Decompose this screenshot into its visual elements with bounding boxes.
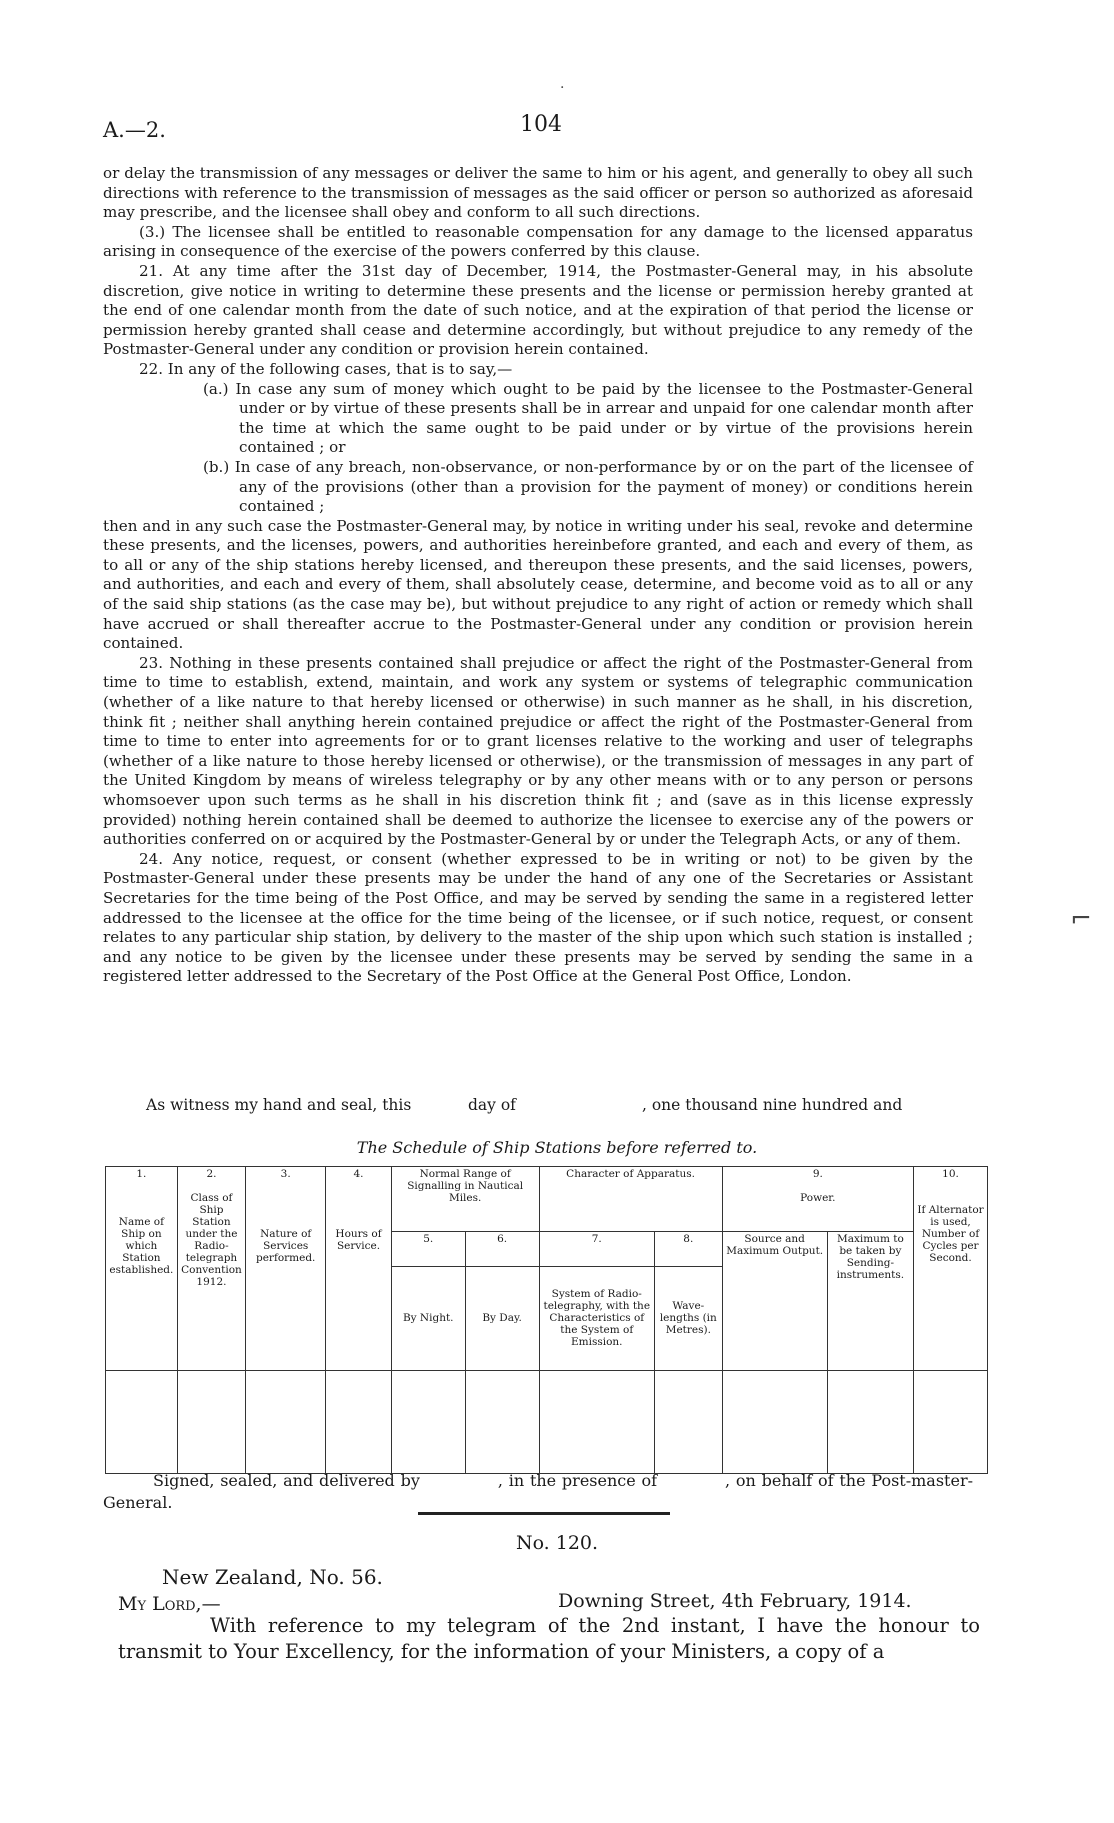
col9b-header: Maximum to be taken by Sending-instruments. xyxy=(827,1231,913,1370)
paragraph: 24. Any notice, request, or consent (whether expressed to be in writing or not) to be given by the Postmaster-General under these presents may be under the hand of any one of the Secretaries or Assistant Secretaries for the time being of the Post Office, and may be served by sending the same in a registered letter addressed to the licensee at the office for the time being of the licensee, or if such notice, request, or consent relates to any particular ship station, by delivery to the master of the ship upon which such station is installed ; and any notice to be given by the licensee under these presents may be served by sending the same in a registered letter addressed to the Secretary of the Post Office at the General Post Office, London. xyxy=(103,849,973,986)
witness-day: day of xyxy=(468,1096,516,1114)
witness-year: , one thousand nine hundred and xyxy=(642,1096,903,1114)
col4-header: 4. Hours of Service. xyxy=(326,1167,392,1371)
subclause: (a.) In case any sum of money which ought to be paid by the licensee to the Postmaster-General under or by virtue of these presents shall be in arrear and unpaid for one calendar month after the time at which the same ought to be paid under or by virtue of the provisions herein contained ; or xyxy=(203,379,973,457)
letter-number: No. 120. xyxy=(515,1532,599,1554)
paragraph: 23. Nothing in these presents contained shall prejudice or affect the right of the Postmaster-General from time to time to establish, extend, maintain, and work any system or systems of telegraphic communication (whether of a like nature to that hereby licensed or otherwise) in such manner as he shall, in his discretion, think fit ; neither shall anything herein contained prejudice or affect the right of the Postmaster-General from time to time to enter into agreements for or to grant licenses relative to the working and user of telegraphs (whether of a like nature to those hereby licensed or otherwise), or the transmission of messages in any part of the United Kingdom by means of wireless telegraphy or by any other means with or to any person or persons whomsoever upon such terms as he shall in his discretion think fit ; and (save as in this license expressly provided) nothing herein contained shall be deemed to authorize the licensee to exercise any of the powers or authorities conferred on or acquired by the Postmaster-General by or under the Telegraph Acts, or any of them. xyxy=(103,653,973,849)
col6-number: 6. xyxy=(465,1231,539,1266)
page-number: 104 xyxy=(520,112,562,137)
col5-number: 5. xyxy=(391,1231,465,1266)
col7-number: 7. xyxy=(539,1231,654,1266)
margin-mark: ⌐ xyxy=(1070,904,1092,934)
table-row xyxy=(106,1371,988,1474)
dateline: Downing Street, 4th February, 1914. xyxy=(558,1590,912,1612)
speck-mark: · xyxy=(560,80,565,96)
license-text xyxy=(103,164,973,987)
salutation: My Lord,— xyxy=(118,1593,221,1615)
col1-header: 1. Name of Ship on which Station established. xyxy=(106,1167,178,1371)
divider xyxy=(418,1512,670,1515)
letter-body: With reference to my telegram of the 2nd instant, I have the honour to transmit to Your Excellency, for the information of your Ministers, a copy of a xyxy=(118,1614,980,1663)
schedule-table xyxy=(105,1166,988,1474)
col7-header: System of Radio-telegraphy, with the Characteristics of the System of Emission. xyxy=(539,1266,654,1371)
paragraph: or delay the transmission of any messages or deliver the same to him or his agent, and generally to obey all such directions with reference to the transmission of messages as the said officer or person so authorized as aforesaid may prescribe, and the licensee shall obey and conform to all such directions. xyxy=(103,164,973,222)
signed-line: Signed, sealed, and delivered by , in the presence of , on behalf of the Post-master-General. xyxy=(103,1471,974,1512)
col10-header: 10. If Alternator is used, Number of Cycles per Second. xyxy=(914,1167,988,1371)
paragraph: then and in any such case the Postmaster-General may, by notice in writing under his seal, revoke and determine these presents, and the licenses, powers, and authorities hereinbefore granted, and each and every of them, as to all or any of the ship stations hereby licensed, and thereupon these presents, and the said licenses, powers, and authorities, and each and every of them, shall absolutely cease, determine, and become void as to all or any of the said ship stations (as the case may be), but without prejudice to any right of action or remedy which shall have accrued or shall thereafter accrue to the Postmaster-General under any condition or provision herein contained. xyxy=(103,516,973,653)
letter-series: New Zealand, No. 56. xyxy=(162,1565,383,1589)
paragraph: (3.) The licensee shall be entitled to reasonable compensation for any damage to the licensed apparatus arising in consequence of the exercise of the powers conferred by this clause. xyxy=(103,222,973,261)
col9a-header: Source and Maximum Output. xyxy=(722,1231,827,1370)
document-reference: A.—2. xyxy=(103,118,166,142)
power-group-header: 9. Power. xyxy=(722,1167,913,1232)
subclause: (b.) In case of any breach, non-observance, or non-performance by or on the part of the licensee of any of the provisions (other than a provision for the payment of money) or conditions herein contained ; xyxy=(203,457,973,516)
paragraph: 21. At any time after the 31st day of December, 1914, the Postmaster-General may, in his absolute discretion, give notice in writing to determine these presents and the license or permission hereby granted at the end of one calendar month from the date of such notice, and at the expiration of that period the license or permission hereby granted shall cease and determine accordingly, but without prejudice to any remedy of the Postmaster-General under any condition or provision herein contained. xyxy=(103,261,973,359)
witness-line: As witness my hand and seal, this xyxy=(146,1096,412,1114)
schedule-caption: The Schedule of Ship Stations before referred to. xyxy=(356,1138,758,1157)
col2-header: 2. Class of Ship Station under the Radio-telegraph Convention 1912. xyxy=(177,1167,245,1371)
apparatus-group-header: Character of Apparatus. xyxy=(539,1167,722,1232)
paragraph: 22. In any of the following cases, that is to say,— xyxy=(139,359,513,378)
range-group-header: Normal Range of Signalling in Nautical Miles. xyxy=(391,1167,539,1232)
col8-number: 8. xyxy=(655,1231,723,1266)
col3-header: 3. Nature of Services performed. xyxy=(246,1167,326,1371)
col8-header: Wave-lengths (in Metres). xyxy=(655,1266,723,1371)
col6-header: By Day. xyxy=(465,1266,539,1371)
col5-header: By Night. xyxy=(391,1266,465,1371)
